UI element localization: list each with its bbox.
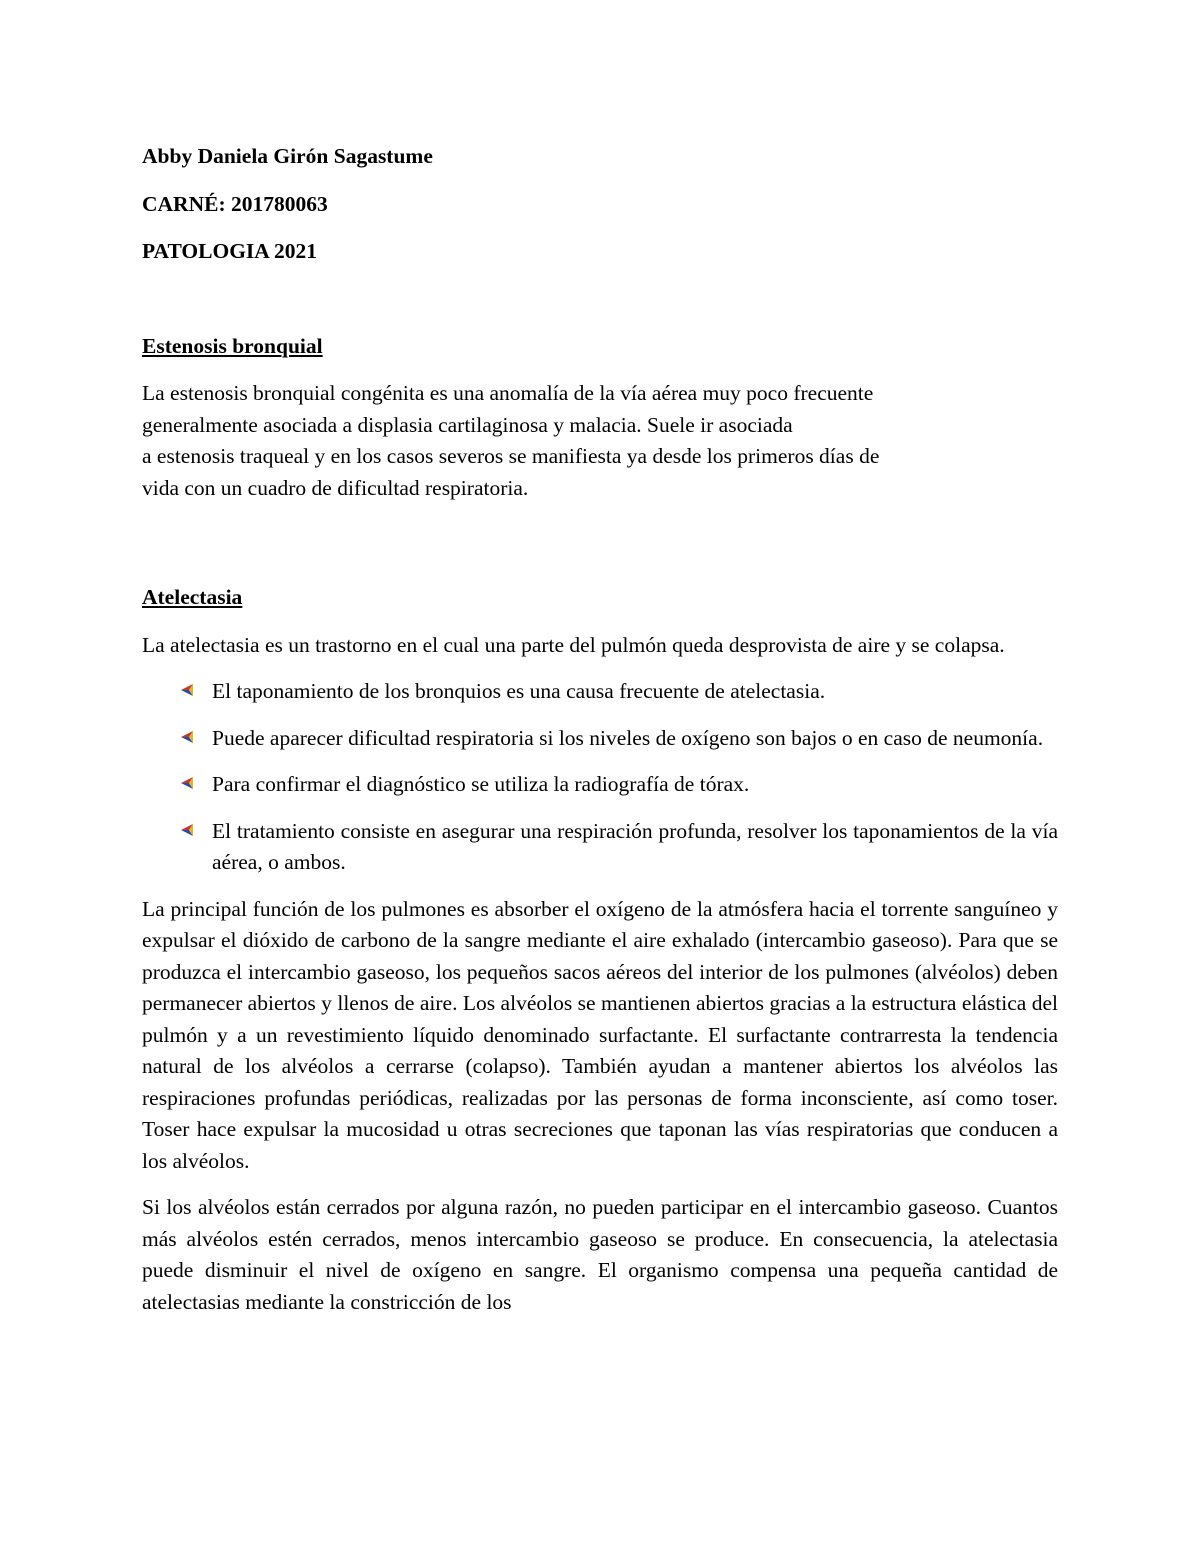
arrow-bullet-icon (180, 730, 194, 744)
course-title: PATOLOGIA 2021 (142, 239, 318, 263)
bullet-list (142, 676, 1058, 879)
paragraph-atelectasia-intro: La atelectasia es un trastorno en el cual una parte del pulmón queda desprovista de aire y se colapsa. (142, 632, 1005, 657)
paragraph-line: a estenosis traqueal y en los casos severos se manifiesta ya desde los primeros días de (142, 444, 880, 468)
list-item-text: El taponamiento de los bronquios es una causa frecuente de atelectasia. (212, 679, 826, 703)
arrow-bullet-icon (180, 823, 194, 837)
list-item (142, 676, 1058, 708)
list-item (142, 769, 1058, 801)
paragraph-line: La estenosis bronquial congénita es una anomalía de la vía aérea muy poco frecuente (142, 381, 874, 405)
paragraph-line: generalmente asociada a displasia cartilaginosa y malacia. Suele ir asociada (142, 412, 793, 437)
list-item (142, 816, 1058, 879)
list-item-text: Para confirmar el diagnóstico se utiliza la radiografía de tórax. (212, 772, 750, 796)
paragraph-alveolos-cerrados: Si los alvéolos están cerrados por alguna razón, no pueden participar en el intercambio gaseoso. Cuantos más alvéolos estén cerrados, menos intercambio gaseoso se produce. En consecuencia, la atelectasia puede disminuir el nivel de oxígeno en sangre. El organismo compensa una pequeña cantidad de atelectasias mediante la constricción de los (142, 1195, 1058, 1314)
author-name: Abby Daniela Girón Sagastume (142, 144, 433, 168)
student-id: CARNÉ: 201780063 (142, 191, 328, 216)
paragraph-estenosis (142, 378, 1058, 504)
list-item (142, 723, 1058, 755)
section-title-atelectasia: Atelectasia (142, 585, 243, 609)
section-title-estenosis: Estenosis bronquial (142, 333, 323, 358)
arrow-bullet-icon (180, 683, 194, 697)
paragraph-pulmon-function: La principal función de los pulmones es absorber el oxígeno de la atmósfera hacia el torrente sanguíneo y expulsar el dióxido de carbono de la sangre mediante el aire exhalado (intercambio gaseoso). Para que se produzca el intercambio gaseoso, los pequeños sacos aéreos del interior de los pulmones (alvéolos) deben permanecer abiertos y llenos de aire. Los alvéolos se mantienen abiertos gracias a la estructura elástica del pulmón y a un revestimiento líquido denominado surfactante. El surfactante contrarresta la tendencia natural de los alvéolos a cerrarse (colapso). También ayudan a mantener abiertos los alvéolos las respiraciones profundas periódicas, realizadas por las personas de forma inconsciente, así como toser. Toser hace expulsar la mucosidad u otras secreciones que taponan las vías respiratorias que conducen a los alvéolos. (142, 896, 1058, 1173)
paragraph-line: vida con un cuadro de dificultad respiratoria. (142, 475, 529, 500)
list-item-text: Puede aparecer dificultad respiratoria si los niveles de oxígeno son bajos o en caso de neumonía. (212, 725, 1044, 750)
document-body (142, 141, 1058, 1318)
list-item-text: El tratamiento consiste en asegurar una respiración profunda, resolver los taponamientos de la vía aérea, o ambos. (212, 818, 1058, 874)
arrow-bullet-icon (180, 776, 194, 790)
